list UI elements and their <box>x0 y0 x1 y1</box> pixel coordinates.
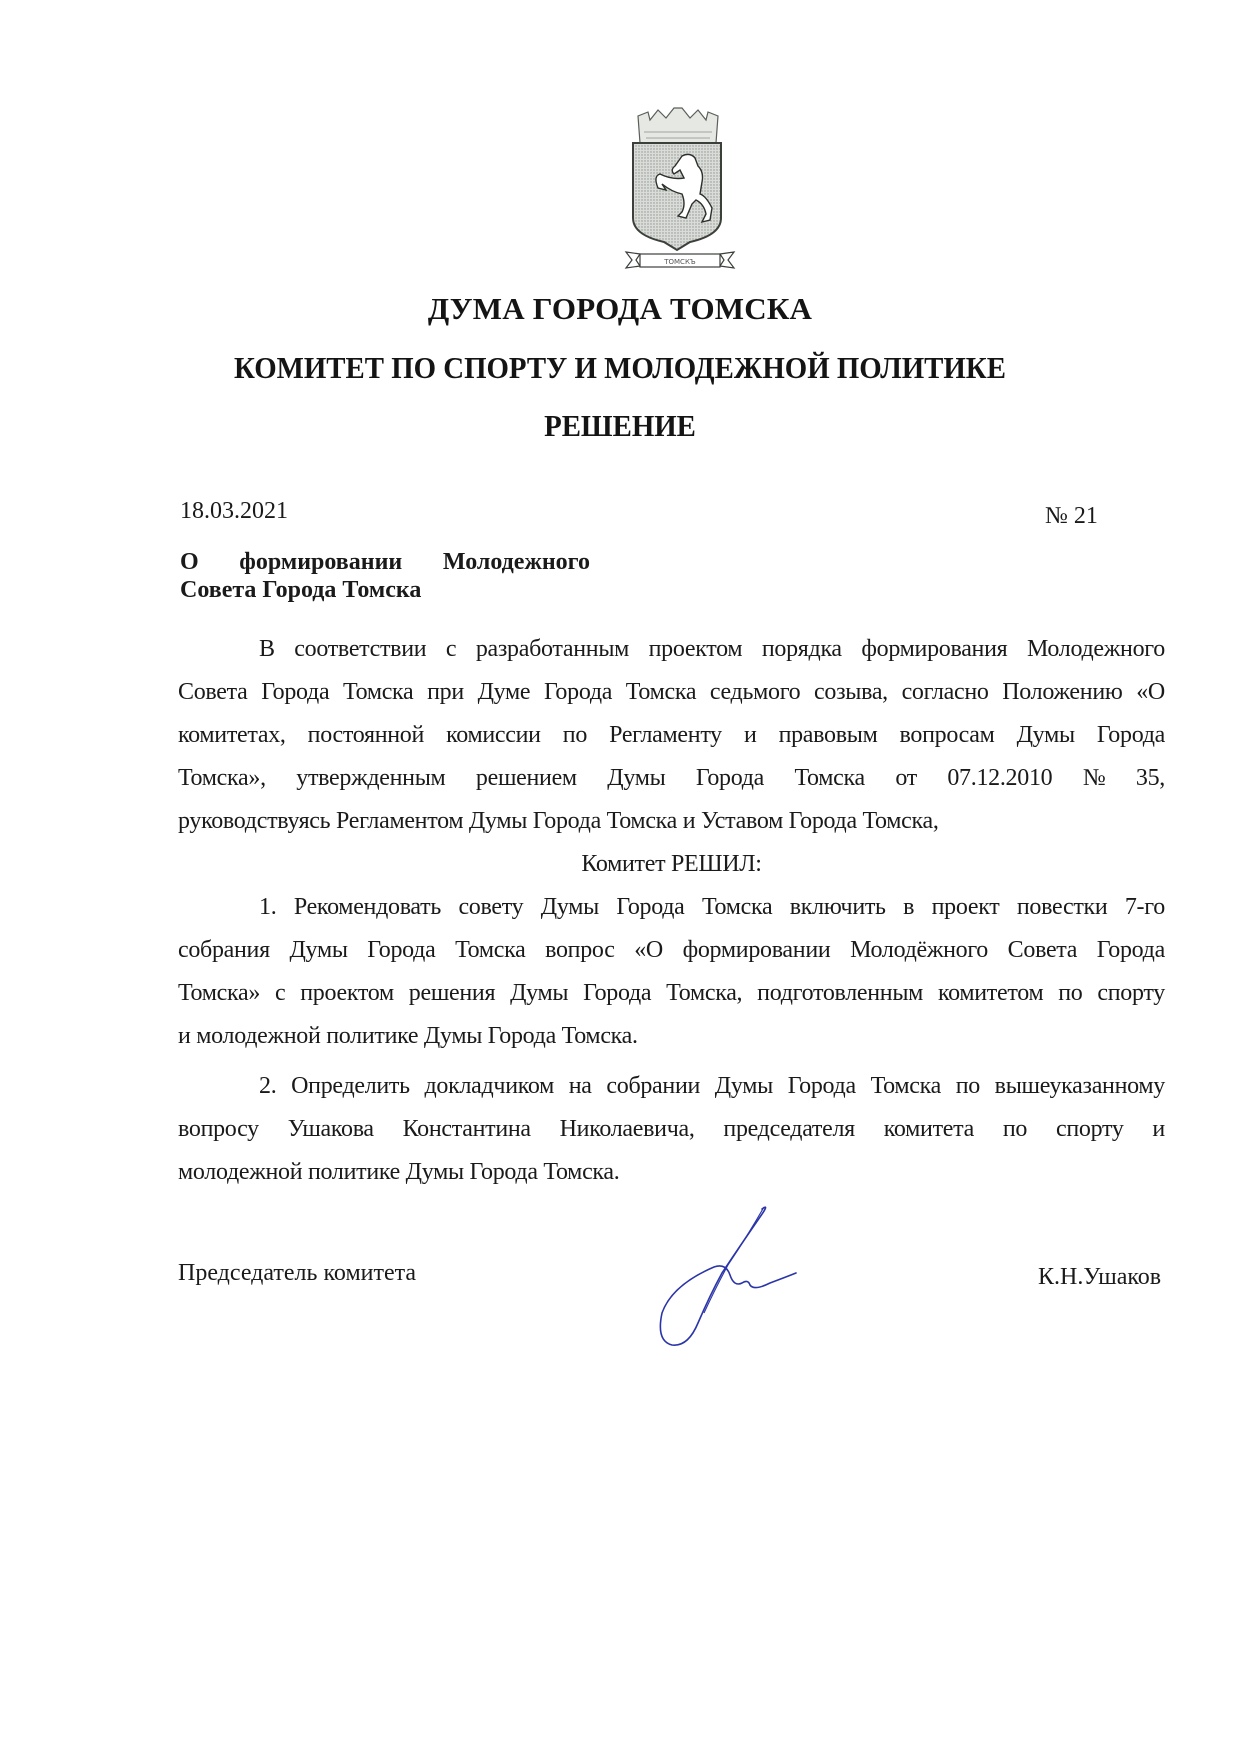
word: 7-го <box>1124 894 1165 920</box>
word: Думы <box>540 894 599 920</box>
word: решением <box>475 765 577 791</box>
item-2-line <box>178 1116 1165 1143</box>
word: созыва, <box>814 679 888 705</box>
word: Томска <box>701 894 773 920</box>
word: Города <box>787 1073 856 1099</box>
word: с <box>445 636 457 662</box>
word: Рекомендовать <box>293 894 441 920</box>
word: порядка <box>761 636 842 662</box>
word: включить <box>789 894 886 920</box>
word: по <box>562 722 588 748</box>
word: Города <box>1096 937 1165 963</box>
item-1-line: и молодежной политике Думы Города Томска. <box>178 1023 638 1049</box>
word: в <box>903 894 915 920</box>
subject-word: О <box>180 549 199 575</box>
word: и <box>1152 1116 1165 1142</box>
word: подготовленным <box>757 980 924 1006</box>
word: формирования <box>861 636 1008 662</box>
word: председателя <box>723 1116 855 1142</box>
word: 07.12.2010 <box>947 765 1053 791</box>
document-number: № 21 <box>1045 503 1098 529</box>
item-1-line <box>178 980 1165 1007</box>
word: по <box>1002 1116 1028 1142</box>
word: комиссии <box>446 722 541 748</box>
word: 1. <box>259 894 277 920</box>
word: 2. <box>259 1073 277 1099</box>
word: Николаевича, <box>559 1116 695 1142</box>
word: комитетом <box>937 980 1044 1006</box>
word: проектом <box>648 636 743 662</box>
word: собрании <box>606 1073 701 1099</box>
word: Думы <box>1016 722 1075 748</box>
word: повестки <box>1016 894 1108 920</box>
word: вопросу <box>178 1116 259 1142</box>
word: Города <box>261 679 330 705</box>
word: Томска» <box>178 980 261 1006</box>
word: седьмого <box>709 679 801 705</box>
subject-word: формировании <box>239 549 403 575</box>
word: комитета <box>883 1116 974 1142</box>
word: докладчиком <box>424 1073 555 1099</box>
word: № <box>1082 765 1106 791</box>
signatory-position: Председатель комитета <box>178 1260 417 1286</box>
word: Томска», <box>178 765 266 791</box>
item-1-line <box>178 937 1165 964</box>
word: совету <box>458 894 524 920</box>
word: спорту <box>1097 980 1165 1006</box>
word: постоянной <box>307 722 425 748</box>
preamble-line <box>178 679 1165 706</box>
word: Томска <box>625 679 697 705</box>
document-subject <box>180 548 590 604</box>
word: Города <box>1096 722 1165 748</box>
word: Ушакова <box>287 1116 374 1142</box>
preamble-line: руководствуясь Регламентом Думы Города Томска и Уставом Города Томска, <box>178 808 939 834</box>
word: Томска, <box>666 980 743 1006</box>
word: Думы <box>289 937 348 963</box>
word: Томска <box>343 679 414 705</box>
word: правовым <box>778 722 878 748</box>
word: соответствии <box>294 636 427 662</box>
word: Думы <box>714 1073 773 1099</box>
word: «О <box>634 937 663 963</box>
preamble-line <box>178 722 1165 749</box>
word: Думы <box>510 980 569 1006</box>
word: Совета <box>178 679 248 705</box>
word: по <box>1058 980 1083 1006</box>
document-date: 18.03.2021 <box>180 498 288 524</box>
word: В <box>259 636 275 662</box>
handwritten-signature-icon <box>630 1195 830 1370</box>
word: Регламенту <box>609 722 722 748</box>
word: на <box>568 1073 592 1099</box>
word: и <box>743 722 757 748</box>
word: по <box>955 1073 980 1099</box>
word: Города <box>583 980 652 1006</box>
preamble-line <box>178 765 1165 792</box>
word: от <box>895 765 917 791</box>
word: Константина <box>402 1116 531 1142</box>
committee-title: КОМИТЕТ ПО СПОРТУ И МОЛОДЕЖНОЙ ПОЛИТИКЕ <box>234 350 1006 385</box>
preamble-line <box>178 636 1165 663</box>
word: «О <box>1136 679 1165 705</box>
word: формировании <box>682 937 831 963</box>
word: вопрос <box>545 937 615 963</box>
word: Определить <box>291 1073 410 1099</box>
word: Томска <box>870 1073 941 1099</box>
word: Томска <box>794 765 865 791</box>
word: собрания <box>178 937 270 963</box>
word: Совета <box>1007 937 1078 963</box>
word: с <box>274 980 286 1006</box>
subject-line-2: Совета Города Томска <box>180 577 422 603</box>
word: разработанным <box>475 636 630 662</box>
word: Положению <box>1002 679 1123 705</box>
signatory-name: К.Н.Ушаков <box>1038 1264 1162 1290</box>
word: спорту <box>1055 1116 1124 1142</box>
word: проект <box>931 894 1000 920</box>
word: Думе <box>477 679 531 705</box>
word: Города <box>367 937 436 963</box>
word: вышеуказанному <box>994 1073 1165 1099</box>
word: комитетах, <box>178 722 286 748</box>
word: Молодёжного <box>850 937 989 963</box>
word: Города <box>616 894 685 920</box>
document-type-title: РЕШЕНИЕ <box>544 408 696 443</box>
word: согласно <box>901 679 989 705</box>
word: утвержденным <box>296 765 446 791</box>
ribbon-text: ТОМСКЪ <box>664 258 696 266</box>
word: вопросам <box>899 722 995 748</box>
word: при <box>427 679 464 705</box>
organization-title: ДУМА ГОРОДА ТОМСКА <box>427 291 813 326</box>
item-2-line: молодежной политике Думы Города Томска. <box>178 1159 620 1185</box>
resolved-heading: Комитет РЕШИЛ: <box>581 851 762 877</box>
word: Города <box>543 679 613 705</box>
coat-of-arms-icon <box>620 100 740 280</box>
item-1-line <box>178 894 1165 921</box>
word: Города <box>695 765 765 791</box>
word: Томска <box>455 937 526 963</box>
word: Думы <box>607 765 666 791</box>
item-2-line <box>178 1073 1165 1100</box>
subject-word: Молодежного <box>442 549 590 575</box>
word: решения <box>408 980 496 1006</box>
word: проектом <box>300 980 394 1006</box>
word: 35, <box>1135 765 1165 791</box>
word: Молодежного <box>1026 636 1165 662</box>
